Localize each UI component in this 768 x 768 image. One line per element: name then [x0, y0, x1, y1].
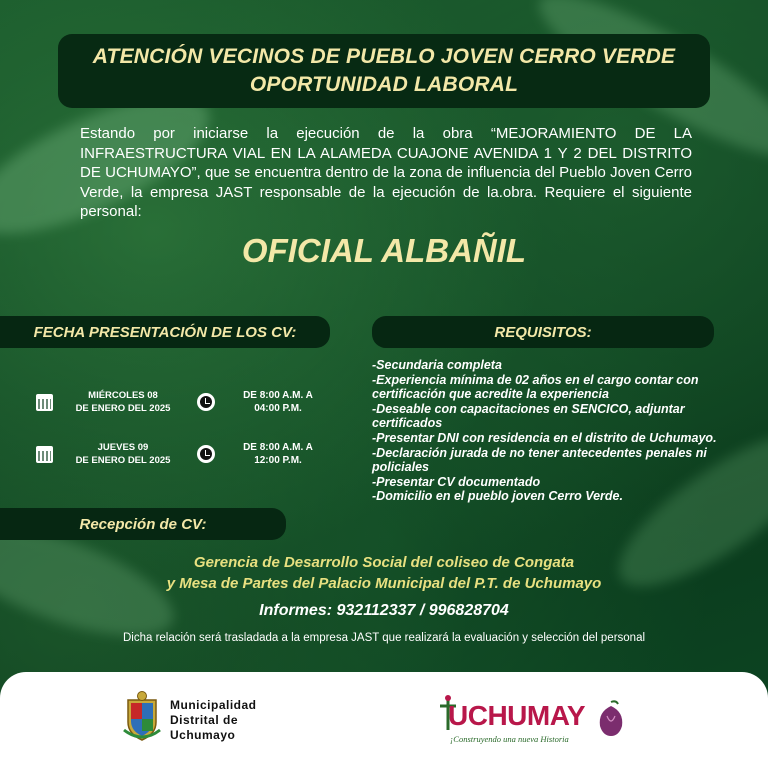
- date-line: DE ENERO DEL 2025: [75, 403, 171, 414]
- schedule-date: [63, 441, 183, 467]
- reception-line2: y Mesa de Partes del Palacio Municipal del P.T. de Uchumayo: [166, 575, 602, 592]
- footer-bar: [0, 672, 768, 768]
- schedule-row: [36, 384, 333, 420]
- schedule-time: [223, 441, 333, 467]
- brand-tagline: ¡Construyendo una nueva Historia: [450, 734, 569, 744]
- uchumayo-brand-logo: [436, 694, 636, 750]
- header-title-line1: ATENCIÓN VECINOS DE PUEBLO JOVEN CERRO VERDE: [92, 45, 676, 68]
- contact-phones: Informes: 932112337 / 996828704: [259, 602, 509, 619]
- requirement-item: -Deseable con capacitaciones en SENCICO, adjuntar certificados: [372, 401, 685, 431]
- schedule-time: [223, 389, 333, 415]
- calendar-icon: [36, 394, 53, 411]
- requirement-item: -Experiencia mínima de 02 años en el cargo contar con certificación que acredite la experiencia: [372, 372, 699, 402]
- brand-wordmark: UCHUMAY: [448, 700, 586, 731]
- intro-paragraph: Estando por iniciarse la ejecución de la obra “MEJORAMIENTO DE LA INFRAESTRUCTURA VIAL EN LA ALAMEDA CUAJONE AVENIDA 1 Y 2 DEL DISTRITO DE UCHUMAYO”, que se encuentra dentro de la zona de influencia del Pueblo Joven Cerro Verde, la empresa JAST responsable de la ejecución de la.obra. Requiere el siguiente personal:: [80, 125, 692, 220]
- reception-section-label: Recepción de CV:: [0, 508, 286, 540]
- reception-line1: Gerencia de Desarrollo Social del coliseo de Congata: [193, 554, 575, 571]
- muni-line: Uchumayo: [170, 728, 236, 742]
- header-banner: [58, 34, 710, 108]
- requirement-item: -Secundaria completa: [372, 358, 502, 372]
- requirement-item: -Presentar DNI con residencia en el distrito de Uchumayo.: [372, 430, 717, 445]
- reception-location: [0, 552, 768, 594]
- date-line: JUEVES 09: [97, 442, 149, 453]
- footnote: Dicha relación será trasladada a la empresa JAST que realizará la evaluación y selección del personal: [122, 632, 646, 644]
- muni-line: Distrital de: [170, 713, 239, 727]
- requirement-item: -Domicilio en el pueblo joven Cerro Verde.: [372, 489, 623, 504]
- time-line: 04:00 P.M.: [254, 403, 302, 414]
- alarm-clock-icon: [197, 445, 215, 463]
- job-title: OFICIAL ALBAÑIL: [241, 232, 527, 269]
- muni-line: Municipalidad: [170, 698, 257, 712]
- time-line: 12:00 P.M.: [254, 455, 302, 466]
- municipality-name: [170, 698, 257, 743]
- schedule-date: [63, 389, 183, 415]
- date-line: DE ENERO DEL 2025: [75, 455, 171, 466]
- alarm-clock-icon: [197, 393, 215, 411]
- header-title-line2: OPORTUNIDAD LABORAL: [249, 73, 519, 96]
- schedule-row: [36, 436, 333, 472]
- requirement-item: -Presentar CV documentado: [372, 474, 541, 489]
- requirements-list: [372, 358, 742, 504]
- calendar-icon: [36, 446, 53, 463]
- time-line: DE 8:00 A.M. A: [243, 390, 313, 401]
- date-line: MIÉRCOLES 08: [88, 390, 158, 401]
- municipal-coat-of-arms-icon: [122, 690, 162, 744]
- time-line: DE 8:00 A.M. A: [243, 442, 313, 453]
- requirement-item: -Declaración jurada de no tener antecedentes penales ni policiales: [372, 445, 707, 475]
- requirements-section-label: REQUISITOS:: [372, 316, 714, 348]
- dates-section-label: FECHA PRESENTACIÓN DE LOS CV:: [0, 316, 330, 348]
- fig-fruit-icon: [594, 698, 628, 738]
